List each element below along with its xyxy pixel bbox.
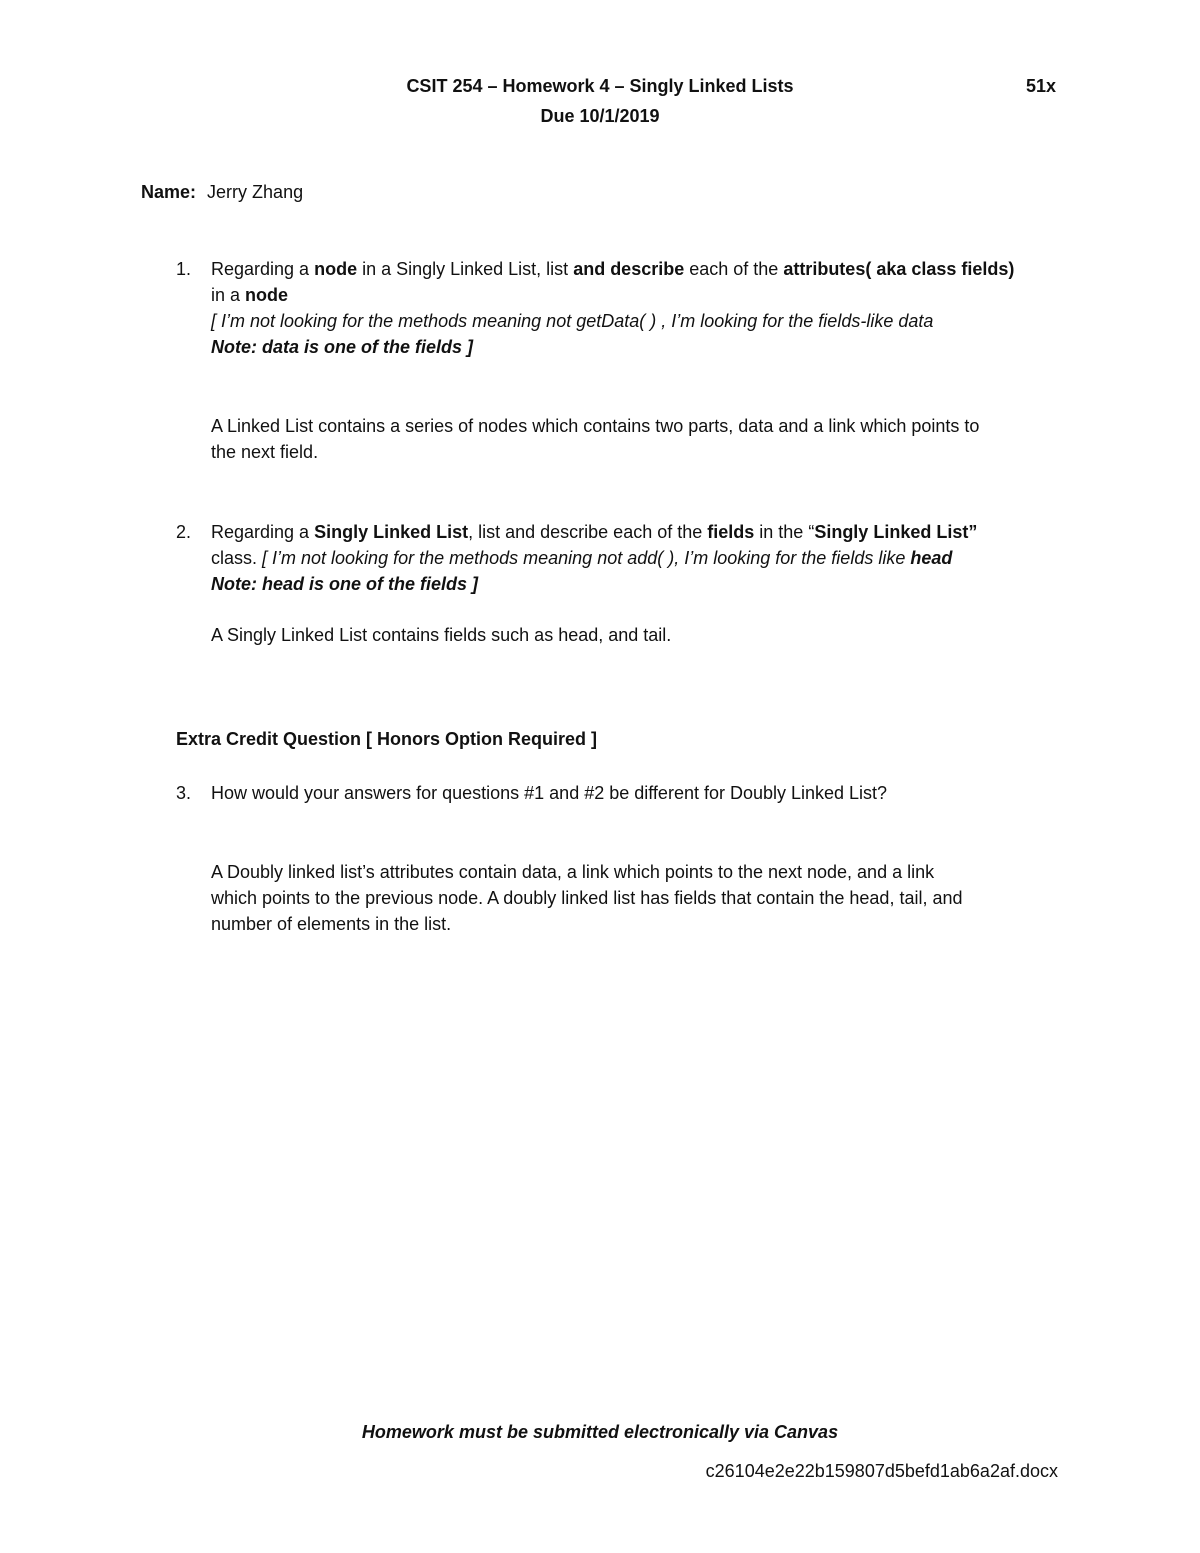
answer-line: number of elements in the list.: [211, 914, 452, 934]
name-label: Name:: [141, 182, 197, 202]
prompt-emphasis: node: [314, 259, 358, 279]
prompt-text: Regarding a: [211, 522, 315, 542]
prompt-emphasis: attributes( aka class fields): [783, 259, 1015, 279]
name-line: [141, 179, 303, 205]
question-number: 3.: [176, 783, 192, 803]
prompt-emphasis: Singly Linked List”: [814, 522, 978, 542]
document-title: CSIT 254 – Homework 4 – Singly Linked Lists: [406, 76, 794, 96]
question-prompt-line: How would your answers for questions #1 and #2 be different for Doubly Linked List?: [211, 783, 888, 803]
answer-line: which points to the previous node. A doubly linked list has fields that contain the head, tail, and: [211, 888, 963, 908]
prompt-emphasis: and describe: [573, 259, 685, 279]
question-number: 1.: [176, 259, 192, 279]
submission-note: Homework must be submitted electronically via Canvas: [361, 1422, 839, 1442]
question-number: 2.: [176, 522, 192, 542]
prompt-text: in the “: [754, 522, 815, 542]
answer-line: the next field.: [211, 442, 319, 462]
answer-line: A Doubly linked list’s attributes contain data, a link which points to the next node, and a link: [211, 862, 935, 882]
extra-credit-heading: Extra Credit Question [ Honors Option Required ]: [176, 729, 598, 749]
question-prompt-line: [211, 256, 1014, 282]
question-prompt-line: [211, 519, 977, 545]
prompt-emphasis: node: [245, 285, 289, 305]
question-prompt-line: [211, 282, 288, 308]
question-note: Note: head is one of the fields ]: [211, 574, 479, 594]
prompt-emphasis: Singly Linked List: [314, 522, 469, 542]
prompt-emphasis: head: [910, 548, 953, 568]
prompt-text: class.: [211, 548, 263, 568]
prompt-text: in a Singly Linked List, list: [357, 259, 574, 279]
prompt-text: in a: [211, 285, 246, 305]
answer-line: A Linked List contains a series of nodes which contains two parts, data and a link which points to: [211, 416, 980, 436]
due-date: Due 10/1/2019: [540, 106, 660, 126]
prompt-text: , list and describe each of the: [468, 522, 708, 542]
student-name: Jerry Zhang: [207, 182, 304, 202]
question-prompt-line: [211, 545, 952, 571]
answer-line: A Singly Linked List contains fields such as head, and tail.: [211, 625, 672, 645]
prompt-text: each of the: [684, 259, 784, 279]
file-name: c26104e2e22b159807d5befd1ab6a2af.docx: [705, 1461, 1058, 1481]
score-label: 51x: [1026, 76, 1057, 96]
question-note: Note: data is one of the fields ]: [211, 337, 474, 357]
question-note: [ I’m not looking for the methods meaning not getData( ) , I’m looking for the fields-like data: [211, 311, 934, 331]
prompt-text: Regarding a: [211, 259, 315, 279]
prompt-emphasis: fields: [707, 522, 755, 542]
prompt-note: [ I’m not looking for the methods meaning not add( ), I’m looking for the fields like: [262, 548, 911, 568]
